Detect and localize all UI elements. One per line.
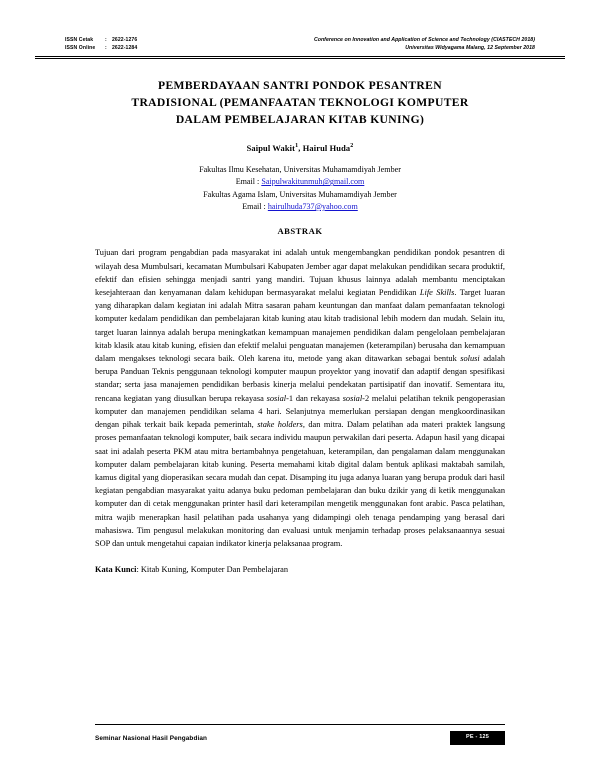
author-separator: , [298, 143, 303, 153]
page-number-badge: PE - 125 [450, 731, 505, 746]
issn-online-separator: : [105, 45, 107, 52]
email-line-1 [95, 176, 505, 188]
paper-title-line-1: PEMBERDAYAAN SANTRI PONDOK PESANTREN [158, 79, 442, 93]
email-line-2 [95, 201, 505, 213]
keywords-label: Kata Kunci [95, 565, 137, 575]
abstract-text-part-4: -1 dan rekayasa [286, 393, 343, 403]
abstract-text-part-5: -2 melalui pelatihan teknik pengoperasian komputer dan manajemen pendidikan selama 4 hari. Selanjutnya memerlukan persiapan dengan mengkoordinasikan dengan pihak terkait baik kepada pemerintah, [95, 393, 505, 430]
abstract-body [95, 246, 505, 550]
issn-online-label: ISSN Online [65, 45, 96, 52]
abstract-italic-sosial-1: sosial [266, 393, 287, 403]
issn-row-online [65, 44, 137, 52]
footer-seminar-name: Seminar Nasional Hasil Pengabdian [95, 734, 207, 742]
keywords-line [95, 564, 505, 577]
issn-cetak-value: 2622-1276 [112, 37, 138, 43]
keywords-value: Kitab Kuning, Komputer Dan Pembelajaran [140, 565, 289, 575]
abstract-italic-life-skills: Life Skills [419, 287, 455, 297]
email-link-2[interactable]: hairulhuda737@yahoo.com [267, 201, 358, 211]
footer-row [95, 730, 505, 746]
keywords-separator: : [136, 565, 141, 575]
abstract-italic-solusi: solusi [460, 354, 480, 364]
conference-info [314, 36, 535, 53]
conference-venue-date: Universitas Widyagama Malang, 12 September 2018 [405, 45, 535, 52]
affiliation-2: Fakultas Agama Islam, Universitas Muhamamdiyah Jember [203, 189, 397, 199]
conference-name: Conference on Innovation and Application of Science and Technology (CIASTECH 2018) [313, 37, 535, 43]
author-name-1: Saipul Wakit [246, 143, 296, 153]
paper-title-line-3: DALAM PEMBELAJARAN KITAB KUNING) [175, 113, 425, 127]
email-link-1[interactable]: Saipulwakitunmuh@gmail.com [261, 177, 365, 187]
author-affiliation-marker-2: 2 [350, 143, 354, 149]
abstract-text-part-3: adalah berupa Panduan Teknis penggunaan teknologi komputer maupun proyektor yang inovatif dan adaptif dengan spesifikasi standar; serta jasa manajemen pendidikan berbasis kinerja melalui pendekatan partisipatif dan inovatif. Sementara itu, rencana kegiatan yang diusulkan berupa rekayasa [95, 354, 505, 403]
issn-block [65, 36, 137, 53]
abstract-heading: ABSTRAK [277, 226, 323, 237]
header-divider [35, 56, 565, 59]
abstract-text-part-1: Tujuan dari program pengabdian pada masyarakat ini adalah untuk mengembangkan pendidikan pondok pesantren di wilayah desa Mumbulsari, kecamatan Mumbulsari Kabupaten Jember agar dapat melakukan pendidikan secara produktif, efektif dan efisien sehingga menjadi santri yang mandiri. Tujuan khusus lainnya adalah membantu menciptakan kesejahteraan dan kenyamanan dalam kehidupan bermasyarakat melalui kegiatan Pendidikan [95, 248, 505, 297]
author-affiliation-marker-1: 1 [295, 143, 299, 149]
email-label-1: Email : [235, 177, 262, 187]
issn-row-cetak [65, 36, 137, 44]
abstract-text-part-6: , dan mitra. Dalam pelatihan ada materi praktek langsung proses pemanfaatan teknologi komputer, baik secara individu maupun perwakilan dari peserta. Adapun hasil yang dicapai saat ini adalah peserta PKM atau mitra bertambahnya pengetahuan, keterampilan, dan pengalaman dalam menggunakan komputer dalam pembelajaran kitab kuning. Peserta memahami kitab digital dalam bentuk aplikasi maktabah samilah, kamus digital yang dioperasikan secara mudah dan cepat. Disamping itu juga adanya luaran yang berupa produk dari hasil kegiatan pengabdian masyarakat yaitu adanya buku pedoman pembelajaran dan buku dzikir yang di ketik menggunakan komputer dan di cetak menggunakan printer hasil dari keterampilan mengetik menggunakan font arabic. Pasca pelatihan, mitra wajib menerapkan hasil pelatihan pada usahanya yang didampingi oleh tenaga pendamping yang berasal dari mahasiswa. Tim pengusul melakukan monitoring dan evaluasi untuk menjamin terhadap proses pelaksanaannya sesuai SOP dan untuk mengetahui capaian indikator kinerja pelaksanaa program. [95, 420, 506, 549]
issn-cetak-label: ISSN Cetak [65, 37, 94, 43]
abstract-italic-sosial-2: sosial [342, 393, 363, 403]
abstract-italic-stake-holders: stake holders [257, 420, 303, 430]
email-label-2: Email : [242, 201, 268, 211]
paper-title-line-2: TRADISIONAL (PEMANFAATAN TEKNOLOGI KOMPUTER [131, 96, 469, 110]
page-footer [95, 724, 505, 746]
affiliation-block [95, 164, 505, 214]
abstract-text-part-2: . Target luaran yang diharapkan dalam kegiatan ini adalah Mitra sasaran paham keuntungan dan manfaat dalam pemanfaatan teknologi komputer kedalam pendidikan dan pembelajaran kitab kuning atau kitab tradisional lebih modern dan mudah. Selain itu, target luaran lainnya adalah berupa meningkatkan kemampuan manajemen pendidikan dalam pengelolaan pembelajaran kitab klasik atau kitab kuning, efisien dan efektif melalui penguatan manajemen (keterampilan) berusaha dan kemampuan dalam mengakses teknologi secara baik. Oleh karena itu, metode yang akan ditawarkan sebagai bentuk [95, 287, 505, 364]
footer-divider [95, 724, 505, 725]
issn-online-value: 2622-1284 [112, 45, 138, 52]
affiliation-1: Fakultas Ilmu Kesehatan, Universitas Muhamamdiyah Jember [199, 164, 401, 174]
paper-title [99, 78, 501, 129]
running-head [35, 36, 565, 53]
author-name-2: Hairul Huda [302, 143, 351, 153]
issn-cetak-separator: : [105, 37, 107, 43]
author-list [95, 143, 505, 153]
